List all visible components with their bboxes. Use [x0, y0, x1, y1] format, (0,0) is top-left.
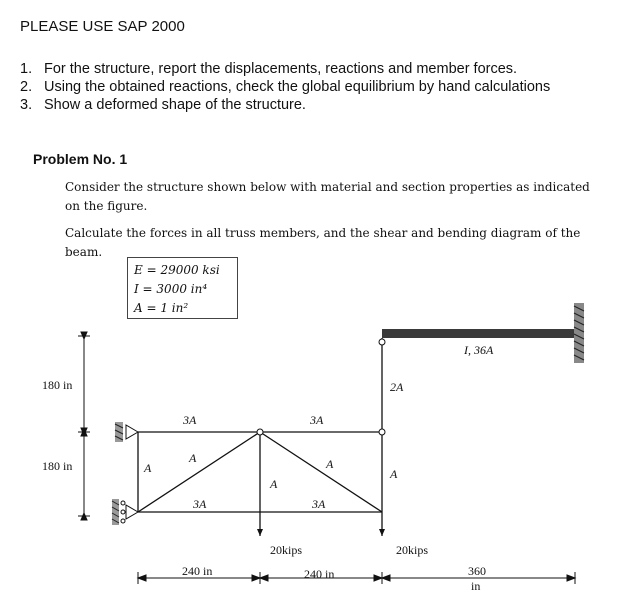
task-text: Show a deformed shape of the structure. — [44, 97, 306, 113]
span-dimension-label: 240 in — [304, 567, 335, 581]
inertia-label: I = 3000 in⁴ — [134, 282, 208, 296]
span-dimension-label: 240 in — [182, 564, 213, 578]
hinge — [379, 339, 385, 345]
bottom-chord-right-label: 3A — [312, 497, 326, 511]
task-number: 2. — [20, 79, 33, 95]
column-upper-label: 2A — [390, 380, 404, 394]
hinge — [379, 429, 385, 435]
page-heading: PLEASE USE SAP 2000 — [20, 18, 185, 35]
left-vertical-label: A — [144, 461, 152, 475]
beam — [382, 329, 574, 338]
vertical-dimension — [78, 332, 90, 520]
diagonal-right-label: A — [326, 457, 334, 471]
area-label: A = 1 in² — [134, 301, 189, 315]
top-chord-left-label: 3A — [183, 413, 197, 427]
span-dimension-label: 360 — [468, 564, 486, 578]
load-label: 20kips — [396, 543, 429, 557]
task-text: Using the obtained reactions, check the global equilibrium by hand calculations — [44, 79, 551, 95]
height-dimension-label: 180 in — [42, 459, 73, 473]
hinge — [257, 429, 263, 435]
diagonal-left-label: A — [189, 451, 197, 465]
bottom-chord-left-label: 3A — [193, 497, 207, 511]
roller-support-top — [115, 422, 138, 442]
problem-description: Consider the structure shown below with material and section properties as indicated on the figure. — [65, 180, 590, 213]
height-dimension-label: 180 in — [42, 378, 73, 392]
problem-task: Calculate the forces in all truss members, and the shear and bending diagram of the beam. — [65, 226, 581, 259]
load-label: 20kips — [270, 543, 303, 557]
task-number: 3. — [20, 97, 33, 113]
problem-title: Problem No. 1 — [33, 151, 128, 167]
pin-support-bottom — [112, 499, 138, 525]
beam-label: I, 36A — [464, 343, 494, 357]
task-text: For the structure, report the displacements, reactions and member forces. — [44, 61, 518, 77]
fixed-wall-support — [574, 303, 584, 363]
modulus-label: E = 29000 ksi — [134, 263, 220, 277]
top-chord-right-label: 3A — [310, 413, 324, 427]
mid-vertical-label: A — [270, 477, 278, 491]
task-number: 1. — [20, 61, 33, 77]
span-dimension-unit: in — [471, 579, 481, 593]
column-lower-label: A — [390, 467, 398, 481]
